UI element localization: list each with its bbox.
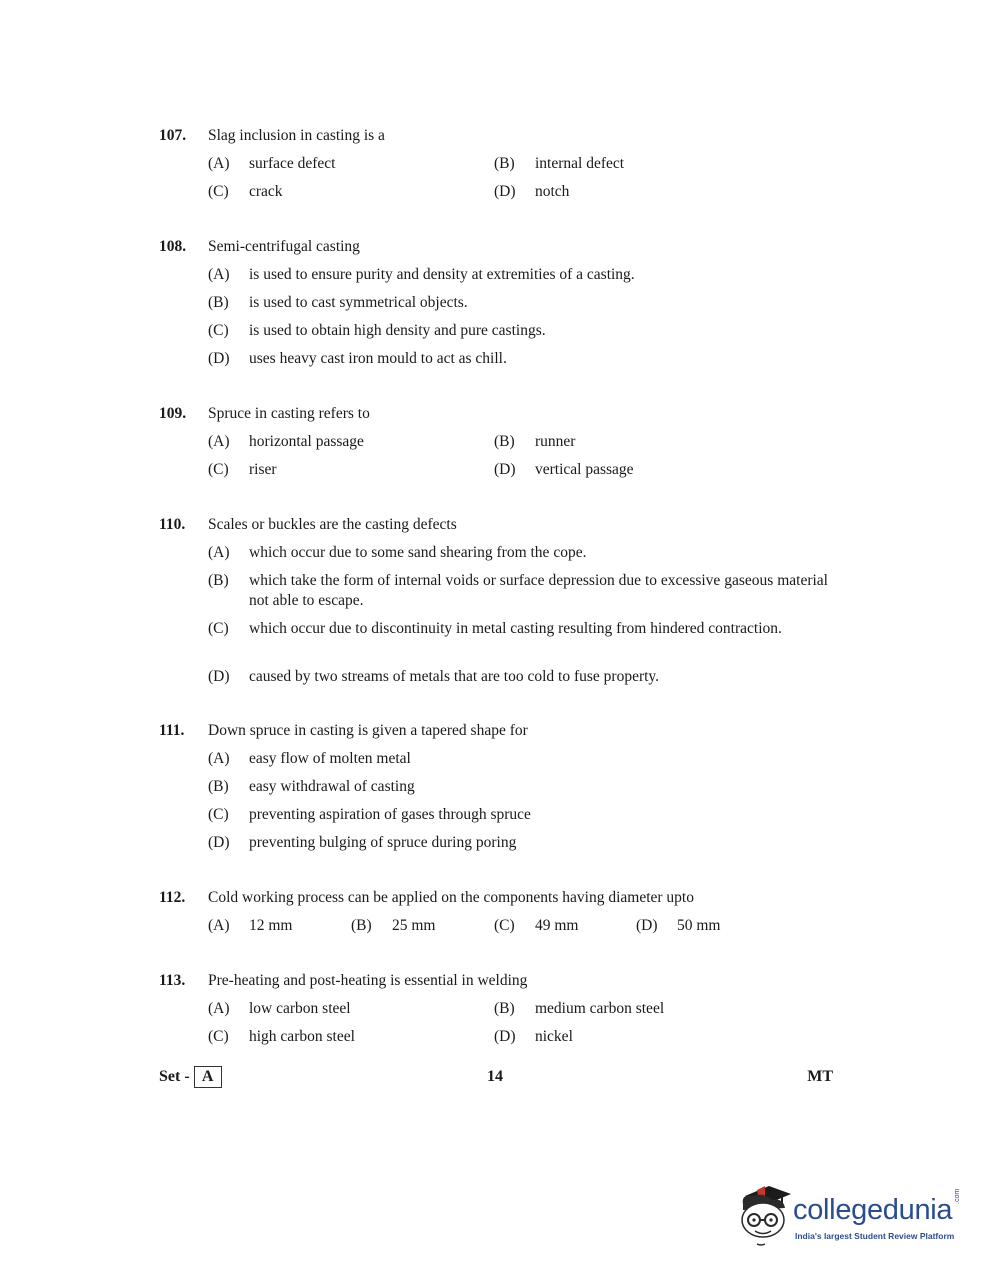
- question-text: Down spruce in casting is given a tapered shape for: [208, 722, 528, 739]
- set-label: Set -: [159, 1068, 190, 1085]
- question-text: Scales or buckles are the casting defects: [208, 516, 457, 533]
- question-number: 113.: [159, 972, 186, 989]
- question-108: 108. Semi-centrifugal casting (A) is used to ensure purity and density at extremities of a casting. (B) is used to cast symmetrical objects. (C) is used to obtain high density and pure castings. (D) uses heavy cast iron mould to act as chill.: [159, 238, 635, 367]
- page-number: 14: [487, 1068, 503, 1085]
- page-footer: [159, 1066, 833, 1088]
- set-indicator: [159, 1066, 222, 1088]
- question-number: 108.: [159, 238, 187, 255]
- question-text: Cold working process can be applied on the components having diameter upto: [208, 889, 694, 906]
- question-112: 112. Cold working process can be applied on the components having diameter upto (A) 12 mm (B) 25 mm (C) 49 mm (D) 50 mm: [159, 889, 721, 934]
- logo-tagline: India's largest Student Review Platform: [795, 1231, 955, 1241]
- collegedunia-logo: [735, 1180, 965, 1250]
- question-113: 113. Pre-heating and post-heating is essential in welding (A) low carbon steel (B) medium carbon steel (C) high carbon steel (D) nickel: [159, 972, 665, 1045]
- mascot-icon: [735, 1180, 797, 1250]
- logo-brand: collegedunia: [793, 1194, 953, 1226]
- question-text: Slag inclusion in casting is a: [208, 127, 385, 144]
- question-number: 109.: [159, 405, 187, 422]
- question-111: 111. Down spruce in casting is given a tapered shape for (A) easy flow of molten metal (B) easy withdrawal of casting (C) preventing aspiration of gases through spruce (D) preventing bulging of spruce during poring: [159, 722, 531, 851]
- question-number: 110.: [159, 516, 186, 533]
- question-text: Pre-heating and post-heating is essential in welding: [208, 972, 528, 989]
- logo-dotcom: .com: [954, 1188, 961, 1204]
- set-value-box: A: [194, 1066, 222, 1088]
- question-110: 110. Scales or buckles are the casting defects (A) which occur due to some sand shearing from the cope. (B) which take the form of internal voids or surface depression due to excessive gaseous material not able to escape. (C) which occur due to discontinuity in metal casting resulting from hindered contraction. (D) caused by two streams of metals that are too cold to fuse property.: [159, 516, 828, 685]
- question-number: 107.: [159, 127, 187, 144]
- question-107: 107. Slag inclusion in casting is a (A) surface defect (B) internal defect (C) crack (D) notch: [159, 127, 625, 200]
- question-text: Spruce in casting refers to: [208, 405, 370, 422]
- question-text: Semi-centrifugal casting: [208, 238, 360, 255]
- question-number: 111.: [159, 722, 185, 739]
- paper-code: MT: [807, 1068, 833, 1085]
- question-number: 112.: [159, 889, 186, 906]
- question-109: 109. Spruce in casting refers to (A) horizontal passage (B) runner (C) riser (D) vertical passage: [159, 405, 634, 478]
